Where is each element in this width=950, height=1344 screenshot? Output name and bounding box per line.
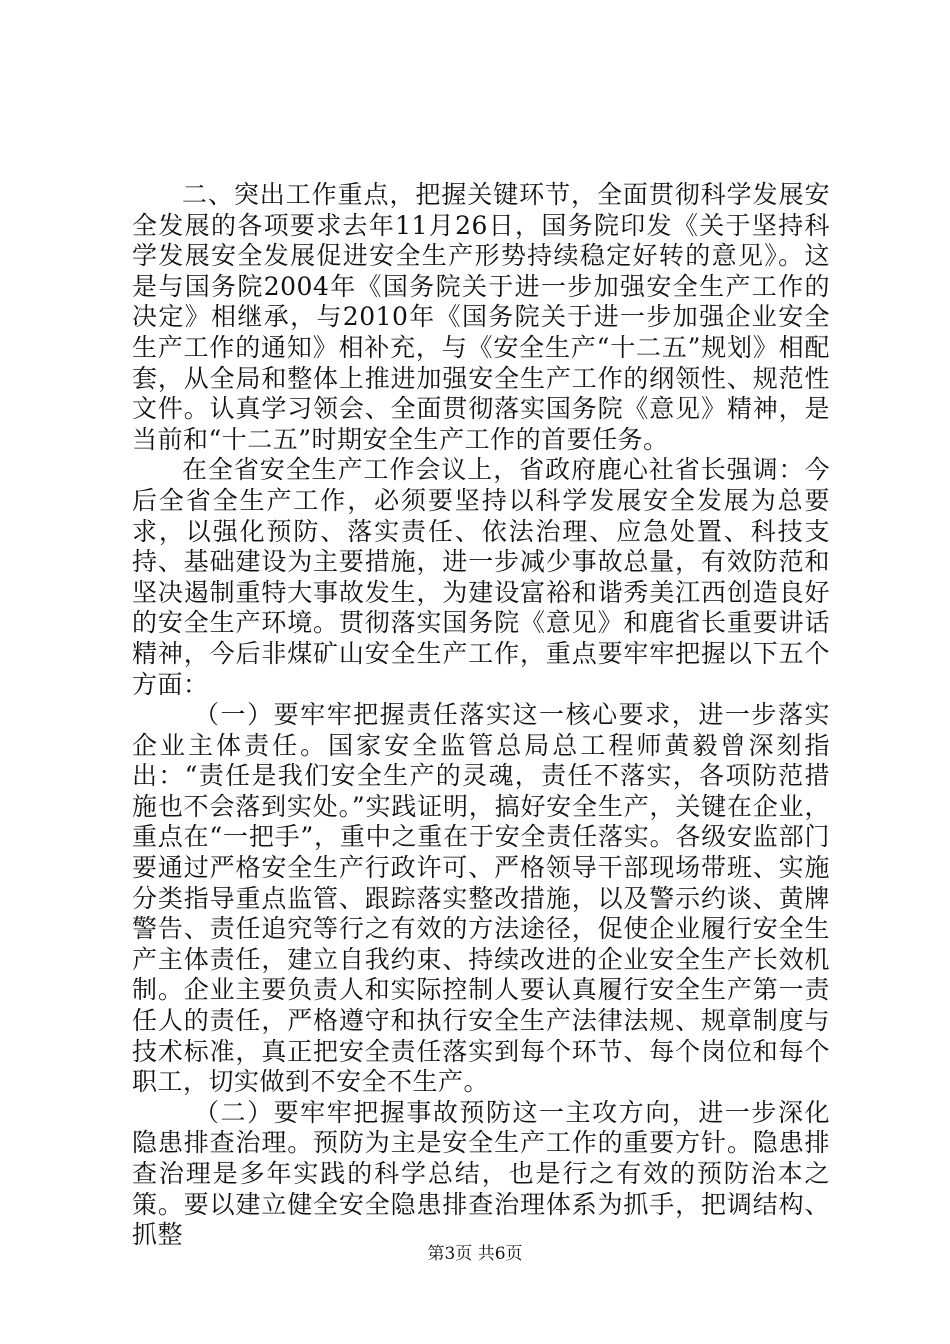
paragraph-item-one: （一）要牢牢把握责任落实这一核心要求，进一步落实企业主体责任。国家安全监管总局总工程师黄毅曾深刻指出：“责任是我们安全生产的灵魂，责任不落实，各项防范措施也不会落到实处。”实践证明，搞好安全生产，关键在企业，重点在“一把手”，重中之重在于安全责任落实。各级安监部门要通过严格安全生产行政许可、严格领导干部现场带班、实施分类指导重点监管、跟踪落实整改措施，以及警示约谈、黄牌警告、责任追究等行之有效的方法途径，促使企业履行安全生产主体责任，建立自我约束、持续改进的企业安全生产长效机制。企业主要负责人和实际控制人要认真履行安全生产第一责任人的责任，严格遵守和执行安全生产法律法规、规章制度与技术标准，真正把安全责任落实到每个环节、每个岗位和每个职工，切实做到不安全不生产。 bbox=[132, 700, 830, 1097]
paragraph-section-two: 二、突出工作重点，把握关键环节，全面贯彻科学发展安全发展的各项要求去年11月26日，国务院印发《关于坚持科学发展安全发展促进安全生产形势持续稳定好转的意见》。这是与国务院2004年《国务院关于进一步加强安全生产工作的决定》相继承，与2010年《国务院关于进一步加强企业安全生产工作的通知》相补充，与《安全生产“十二五”规划》相配套，从全局和整体上推进加强安全生产工作的纲领性、规范性文件。认真学习领会、全面贯彻落实国务院《意见》精神，是当前和“十二五”时期安全生产工作的首要任务。 bbox=[132, 180, 830, 454]
paragraph-item-two: （二）要牢牢把握事故预防这一主攻方向，进一步深化隐患排查治理。预防为主是安全生产工作的重要方针。隐患排查治理是多年实践的科学总结，也是行之有效的预防治本之策。要以建立健全安全隐患排查治理体系为抓手，把调结构、抓整 bbox=[132, 1097, 830, 1250]
page-footer: 第3页 共6页 bbox=[427, 1244, 523, 1264]
document-body bbox=[132, 180, 830, 1251]
paragraph-provincial-meeting: 在全省安全生产工作会议上，省政府鹿心社省长强调：今后全省全生产工作，必须要坚持以科学发展安全发展为总要求，以强化预防、落实责任、依法治理、应急处置、科技支持、基础建设为主要措施，进一步减少事故总量，有效防范和坚决遏制重特大事故发生，为建设富裕和谐秀美江西创造良好的安全生产环境。贯彻落实国务院《意见》和鹿省长重要讲话精神，今后非煤矿山安全生产工作，重点要牢牢把握以下五个方面： bbox=[132, 455, 830, 699]
